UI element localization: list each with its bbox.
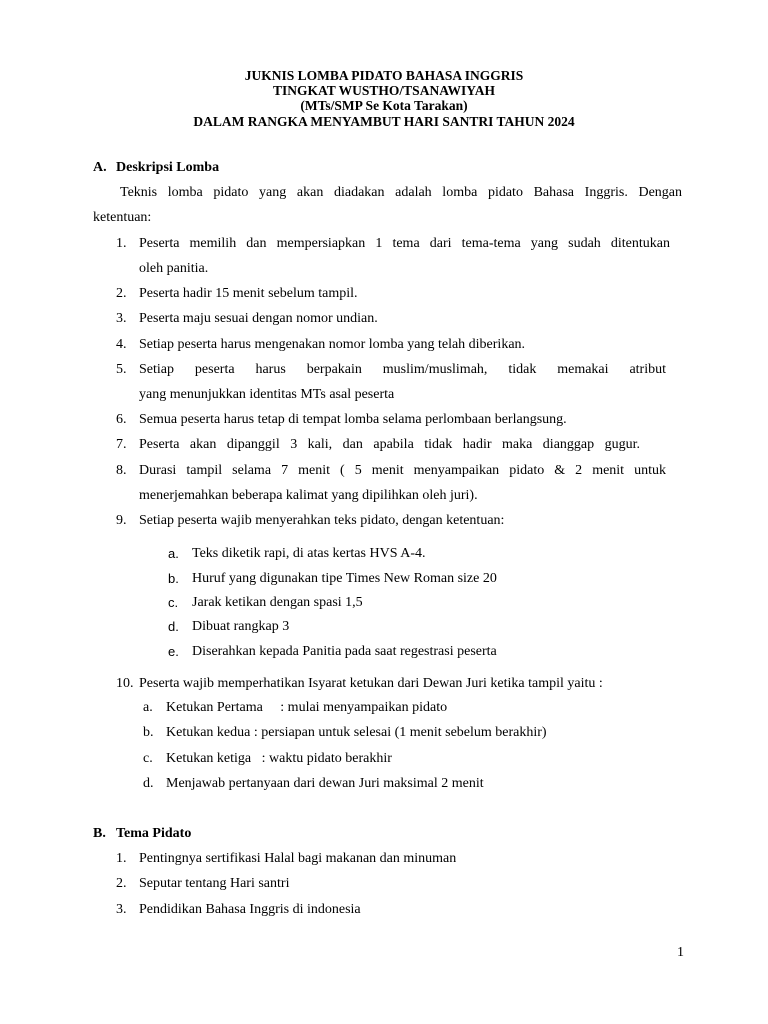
sub-item-letter: b. bbox=[168, 571, 179, 586]
list-item-number: 4. bbox=[116, 337, 127, 352]
sub-item-letter: c. bbox=[168, 595, 179, 610]
doc-title-line-4: DALAM RANGKA MENYAMBUT HARI SANTRI TAHUN 2024 bbox=[193, 114, 575, 129]
list-item-text: Durasi tampil selama 7 menit ( 5 menit menyampaikan pidato & 2 menit untuk bbox=[139, 463, 666, 478]
section-a-intro-line-2: ketentuan: bbox=[93, 210, 152, 225]
list-item-number: 9. bbox=[116, 513, 127, 528]
doc-title-line-3: (MTs/SMP Se Kota Tarakan) bbox=[300, 98, 468, 113]
list-item-number: 2. bbox=[116, 286, 127, 301]
page-number: 1 bbox=[677, 945, 684, 960]
sub-item-letter: a. bbox=[143, 700, 153, 715]
list-item-text-cont: menerjemahkan beberapa kalimat yang dipilihkan oleh juri). bbox=[139, 488, 478, 503]
list-item-number: 6. bbox=[116, 412, 127, 427]
section-b-heading: Tema Pidato bbox=[116, 826, 192, 841]
list-item-number: 8. bbox=[116, 463, 127, 478]
list-item-text: Peserta memilih dan mempersiapkan 1 tema dari tema-tema yang sudah ditentukan bbox=[139, 236, 670, 251]
sub-item-text: Diserahkan kepada Panitia pada saat regestrasi peserta bbox=[192, 644, 497, 659]
list-item-number: 3. bbox=[116, 902, 127, 917]
sub-item-letter: d. bbox=[143, 776, 154, 791]
sub-item-text: Ketukan Pertama : mulai menyampaikan pidato bbox=[166, 700, 448, 715]
section-a-marker: A. bbox=[93, 160, 107, 175]
list-item-text: Pentingnya sertifikasi Halal bagi makanan dan minuman bbox=[139, 851, 457, 866]
list-item-text: Seputar tentang Hari santri bbox=[139, 876, 290, 891]
sub-item-letter: a. bbox=[168, 546, 179, 561]
sub-item-letter: e. bbox=[168, 644, 179, 659]
section-b-marker: B. bbox=[93, 826, 106, 841]
list-item-text: Semua peserta harus tetap di tempat lomba selama perlombaan berlangsung. bbox=[139, 412, 567, 427]
sub-item-letter: c. bbox=[143, 751, 153, 766]
list-item-text: Peserta maju sesuai dengan nomor undian. bbox=[139, 311, 378, 326]
sub-item-text: Menjawab pertanyaan dari dewan Juri maksimal 2 menit bbox=[166, 776, 484, 791]
list-item-number: 2. bbox=[116, 876, 127, 891]
list-item-text: Peserta wajib memperhatikan Isyarat ketukan dari Dewan Juri ketika tampil yaitu : bbox=[139, 676, 603, 691]
doc-title-line-2: TINGKAT WUSTHO/TSANAWIYAH bbox=[273, 83, 495, 98]
list-item-number: 5. bbox=[116, 362, 127, 377]
list-item-text-cont: oleh panitia. bbox=[139, 261, 209, 276]
list-item-number: 3. bbox=[116, 311, 127, 326]
list-item-text: Peserta hadir 15 menit sebelum tampil. bbox=[139, 286, 358, 301]
section-a-heading: Deskripsi Lomba bbox=[116, 160, 220, 175]
sub-item-text: Teks diketik rapi, di atas kertas HVS A-4. bbox=[192, 546, 426, 561]
list-item-text: Setiap peserta wajib menyerahkan teks pidato, dengan ketentuan: bbox=[139, 513, 505, 528]
sub-item-text: Dibuat rangkap 3 bbox=[192, 619, 290, 634]
sub-item-text: Ketukan kedua : persiapan untuk selesai (1 menit sebelum berakhir) bbox=[166, 725, 547, 740]
list-item-number: 1. bbox=[116, 236, 127, 251]
list-item-number: 10. bbox=[116, 676, 134, 691]
list-item-text: Pendidikan Bahasa Inggris di indonesia bbox=[139, 902, 361, 917]
sub-item-text: Jarak ketikan dengan spasi 1,5 bbox=[192, 595, 363, 610]
list-item-text-cont: yang menunjukkan identitas MTs asal peserta bbox=[139, 387, 395, 402]
list-item-number: 1. bbox=[116, 851, 127, 866]
section-a-intro-line-1: Teknis lomba pidato yang akan diadakan adalah lomba pidato Bahasa Inggris. Dengan bbox=[120, 185, 682, 200]
list-item-text: Setiap peserta harus berpakain muslim/muslimah, tidak memakai atribut bbox=[139, 362, 666, 377]
doc-title-line-1: JUKNIS LOMBA PIDATO BAHASA INGGRIS bbox=[244, 68, 524, 83]
list-item-text: Setiap peserta harus mengenakan nomor lomba yang telah diberikan. bbox=[139, 337, 526, 352]
sub-item-letter: d. bbox=[168, 619, 179, 634]
sub-item-text: Huruf yang digunakan tipe Times New Roman size 20 bbox=[192, 571, 497, 586]
list-item-number: 7. bbox=[116, 437, 127, 452]
sub-item-text: Ketukan ketiga : waktu pidato berakhir bbox=[166, 751, 392, 766]
sub-item-letter: b. bbox=[143, 725, 154, 740]
list-item-text: Peserta akan dipanggil 3 kali, dan apabila tidak hadir maka dianggap gugur. bbox=[139, 437, 640, 452]
